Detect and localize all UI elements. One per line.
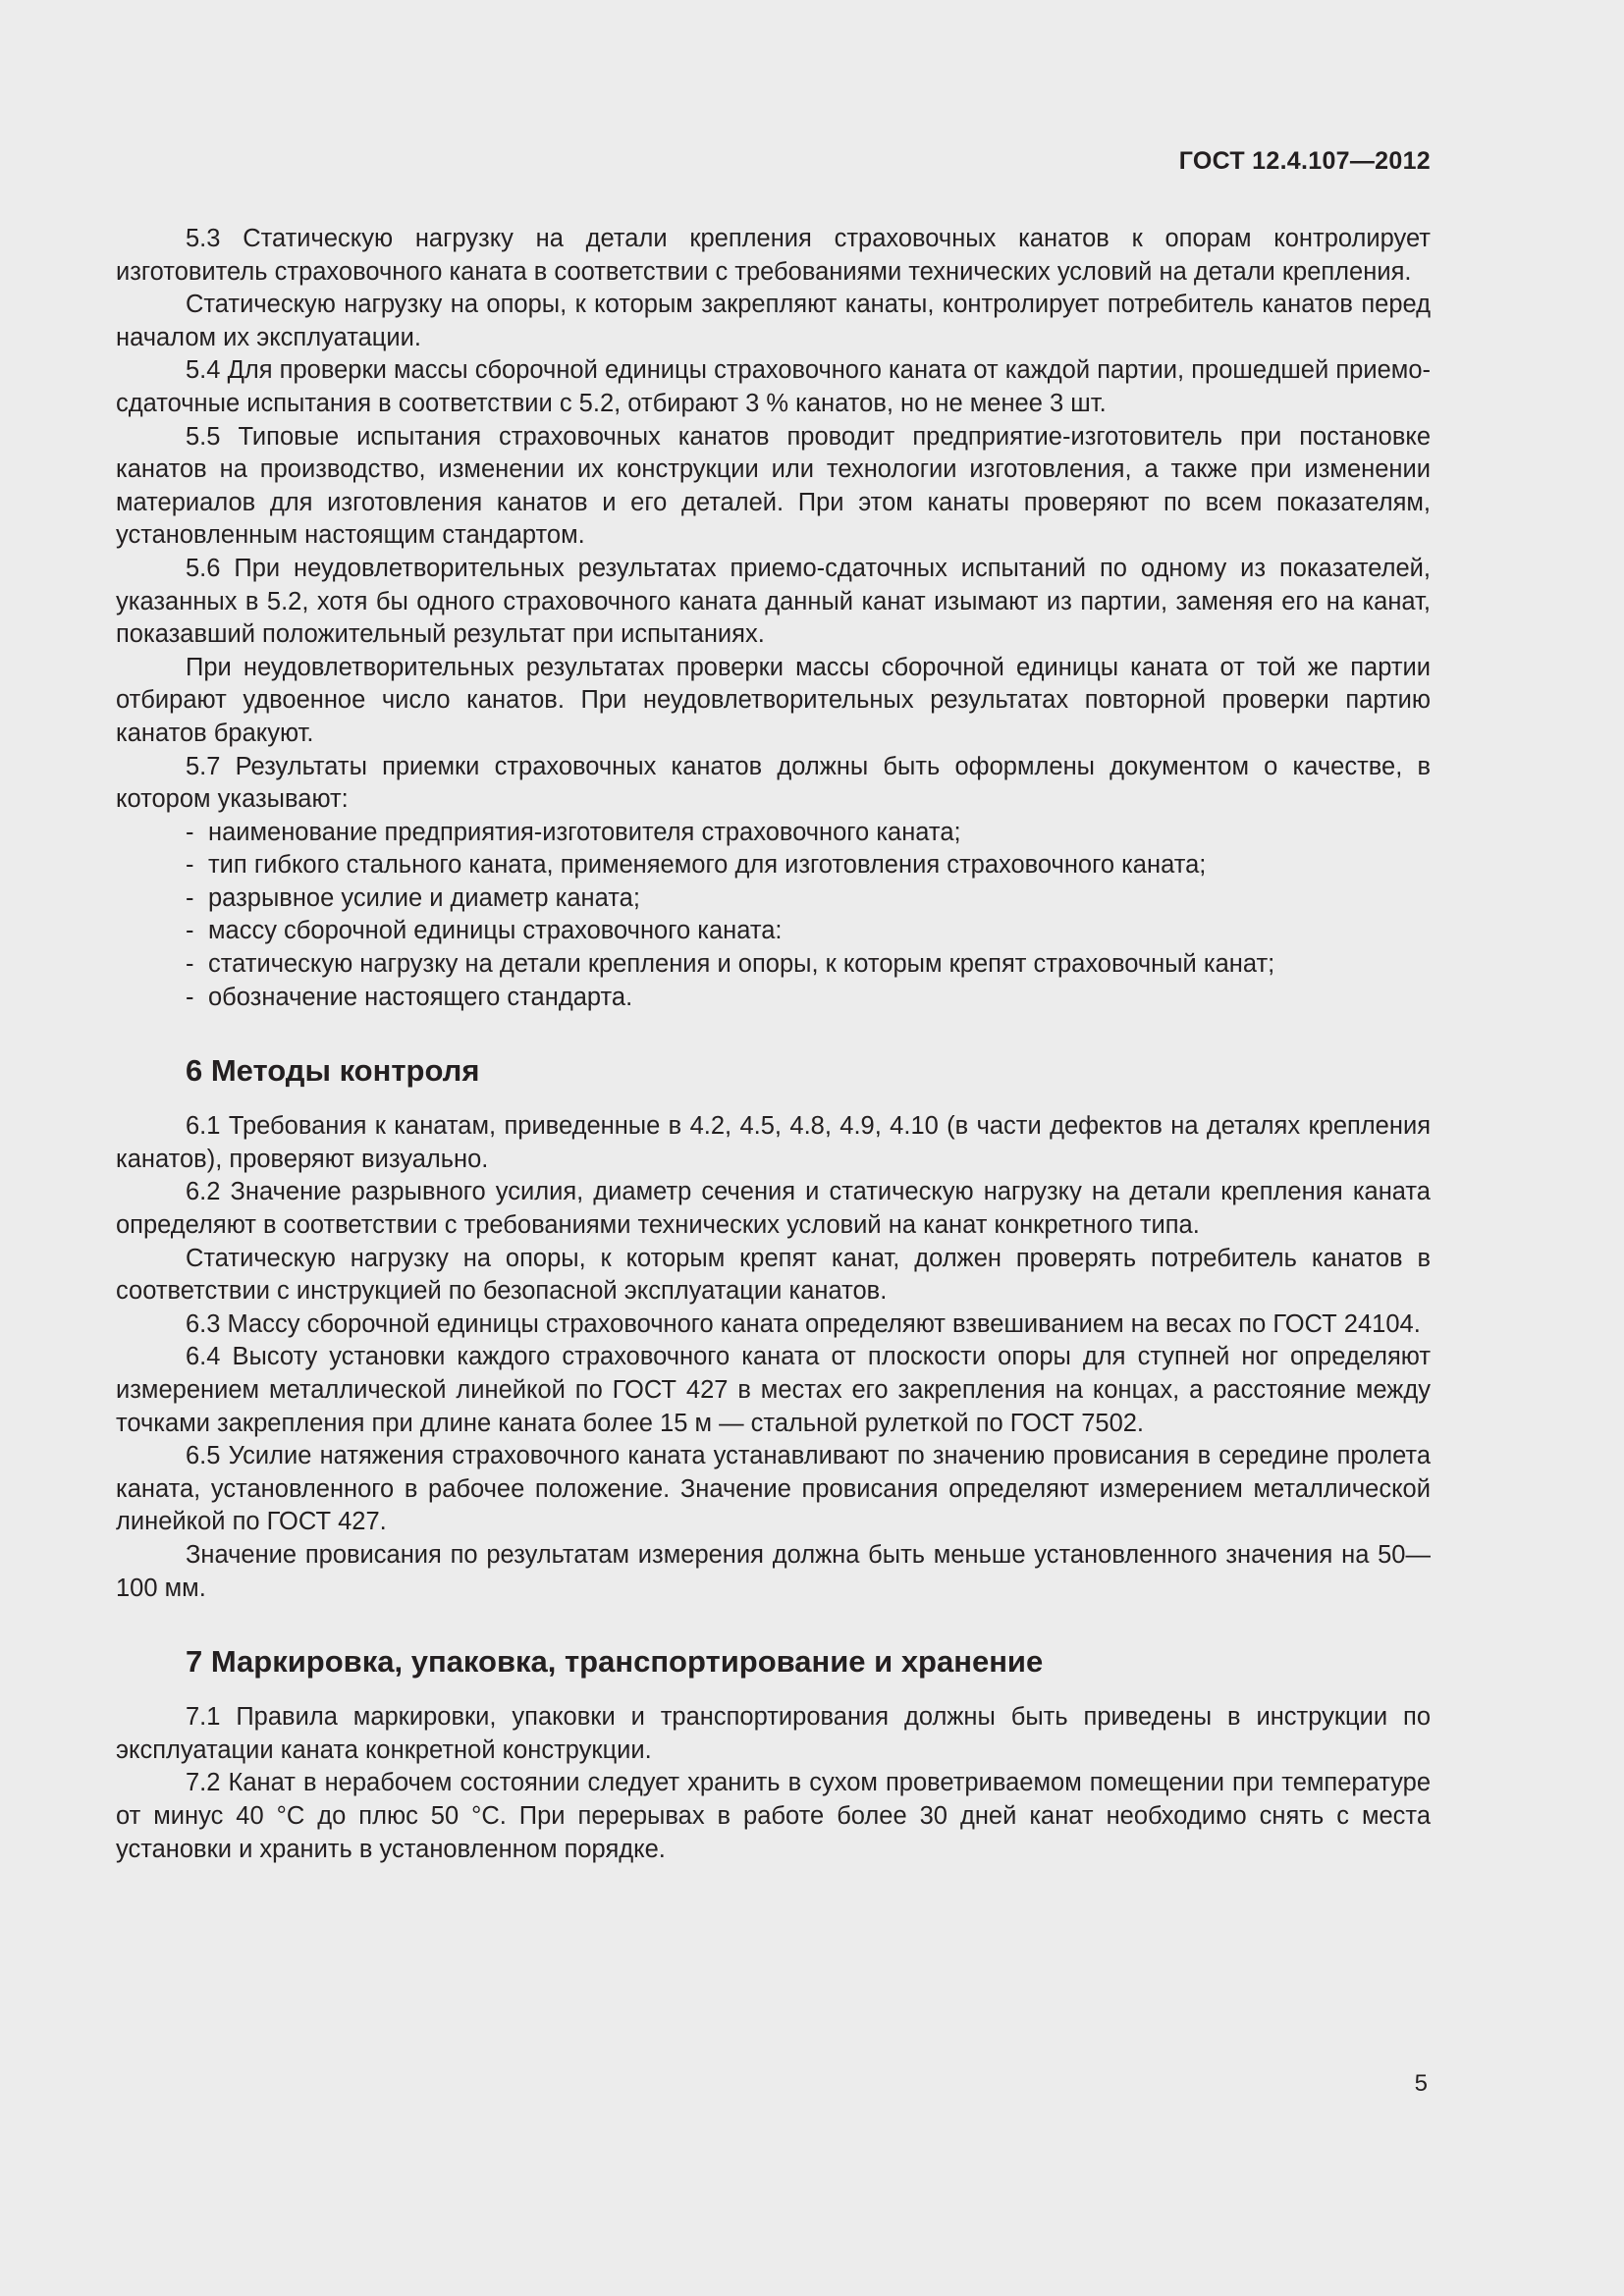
section-6-title: 6 Методы контроля — [186, 1053, 480, 1089]
paragraph-5-5: 5.5 Типовые испытания страховочных канатов проводит предприятие-изготовитель при постановке канатов на производство, изменении их конструкции или технологии изготовления, а также при изменении материалов для изготовления канатов и его деталей. При этом канаты проверяют по всем показателям, установленным настоящим стандартом. — [116, 422, 1431, 550]
acceptance-document-list — [116, 817, 1431, 1015]
paragraph-5-6: 5.6 При неудовлетворительных результатах приемо-сдаточных испытаний по одному из показателей, указанных в 5.2, хотя бы одного страховочного каната данный канат изымают из партии, заменяя его на канат, показавший положительный результат при испытаниях. — [116, 554, 1431, 649]
list-item: - обозначение настоящего стандарта. — [186, 982, 1431, 1015]
list-dash: - — [186, 851, 194, 880]
document-header: ГОСТ 12.4.107—2012 — [1178, 147, 1431, 175]
list-item: - наименование предприятия-изготовителя страховочного каната; — [186, 817, 1431, 850]
list-dash: - — [186, 818, 194, 846]
paragraph-7-1: 7.1 Правила маркировки, упаковки и транспортирования должны быть приведены в инструкции по эксплуатации каната конкретной конструкции. — [116, 1703, 1431, 1764]
list-dash: - — [186, 917, 194, 945]
paragraph-6-2-cont: Статическую нагрузку на опоры, к которым крепят канат, должен проверять потребитель канатов в соответствии с инструкцией по безопасной эксплуатации канатов. — [116, 1244, 1431, 1306]
list-item: - статическую нагрузку на детали крепления и опоры, к которым крепят страховочный канат; — [186, 948, 1431, 982]
list-item: - массу сборочной единицы страховочного каната: — [186, 915, 1431, 948]
paragraph-6-5: 6.5 Усилие натяжения страховочного каната устанавливают по значению провисания в середине пролета каната, установленного в рабочее положение. Значение провисания определяют измерением металлической линейкой по ГОСТ 427. — [116, 1442, 1431, 1536]
paragraph-5-3-cont: Статическую нагрузку на опоры, к которым закрепляют канаты, контролирует потребитель канатов перед началом их эксплуатации. — [116, 291, 1431, 351]
paragraph-7-2: 7.2 Канат в нерабочем состоянии следует хранить в сухом проветриваемом помещении при температуре от минус 40 °С до плюс 50 °С. При перерывах в работе более 30 дней канат необходимо снять с места установки и хранить в установленном порядке. — [116, 1769, 1431, 1863]
paragraph-6-2: 6.2 Значение разрывного усилия, диаметр сечения и статическую нагрузку на детали крепления каната определяют в соответствии с требованиями технических условий на канат конкретного типа. — [116, 1178, 1431, 1240]
list-item: - разрывное усилие и диаметр каната; — [186, 882, 1431, 916]
paragraph-6-5-cont: Значение провисания по результатам измерения должна быть меньше установленного значения на 50—100 мм. — [116, 1540, 1431, 1602]
list-item: - тип гибкого стального каната, применяемого для изготовления страховочного каната; — [186, 849, 1431, 882]
list-dash: - — [186, 883, 194, 912]
paragraph-5-7: 5.7 Результаты приемки страховочных канатов должны быть оформлены документом о качестве, в котором указывают: — [116, 752, 1431, 814]
paragraph-6-1: 6.1 Требования к канатам, приведенные в 4.2, 4.5, 4.8, 4.9, 4.10 (в части дефектов на деталях крепления канатов), проверяют визуально. — [116, 1112, 1431, 1173]
paragraph-5-6-cont: При неудовлетворительных результатах проверки массы сборочной единицы каната от той же партии отбирают удвоенное число канатов. При неудовлетворительных результатах повторной проверки партию канатов бракуют. — [116, 653, 1431, 747]
paragraph-6-3: 6.3 Массу сборочной единицы страховочного каната определяют взвешиванием на весах по ГОСТ 24104. — [186, 1309, 1421, 1338]
paragraph-5-4: 5.4 Для проверки массы сборочной единицы страховочного каната от каждой партии, прошедшей приемо-сдаточные испытания в соответствии с 5.2, отбирают 3 % канатов, но не менее 3 шт. — [116, 356, 1431, 417]
list-dash: - — [186, 950, 194, 979]
section-7-title: 7 Маркировка, упаковка, транспортирование и хранение — [186, 1644, 1044, 1680]
document-body — [116, 223, 1431, 1866]
paragraph-5-3: 5.3 Статическую нагрузку на детали крепления страховочных канатов к опорам контролирует изготовитель страховочного каната в соответствии с требованиями технических условий на детали крепления. — [116, 225, 1431, 286]
page-number: 5 — [1414, 2070, 1428, 2097]
list-dash: - — [186, 983, 194, 1011]
paragraph-6-4: 6.4 Высоту установки каждого страховочного каната от плоскости опоры для ступней ног определяют измерением металлической линейкой по ГОСТ 427 в местах его закрепления на концах, а расстояние между точками закрепления при длине каната более 15 м — стальной рулеткой по ГОСТ 7502. — [116, 1343, 1431, 1437]
